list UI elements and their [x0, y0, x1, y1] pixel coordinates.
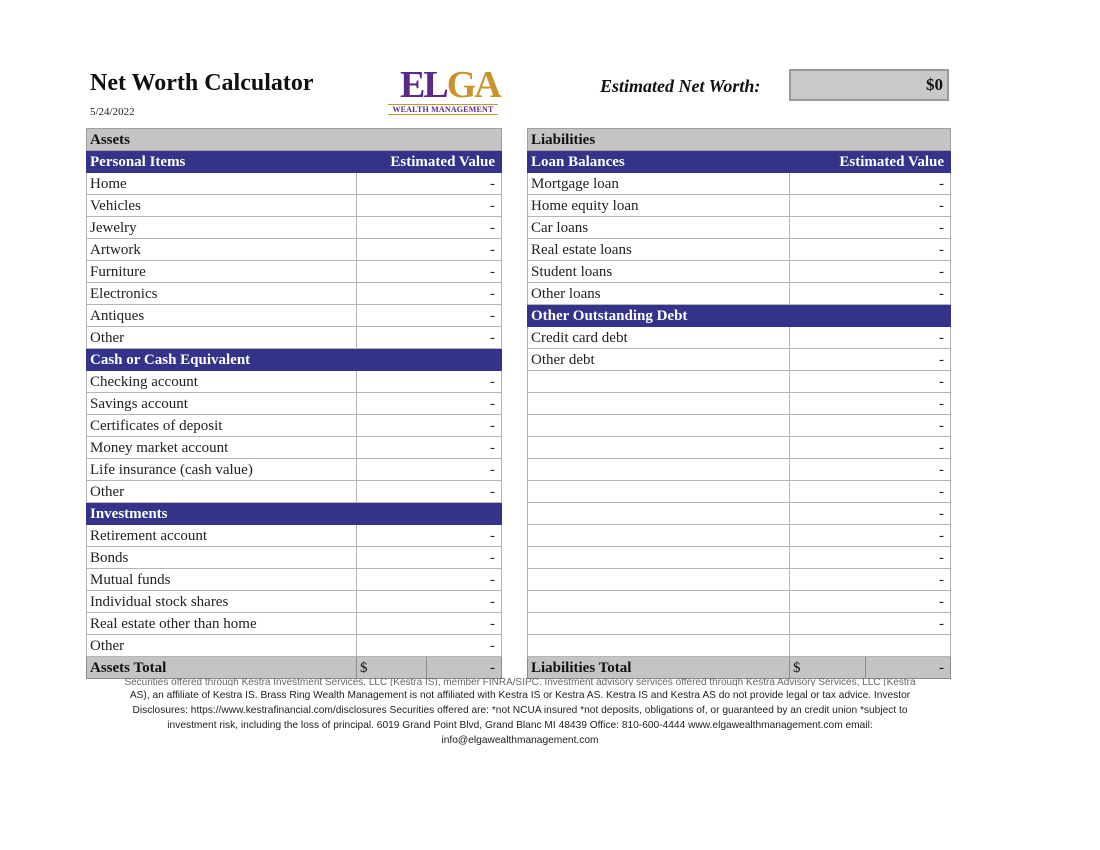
liabilities-row — [528, 217, 951, 239]
report-date: 5/24/2022 — [90, 106, 135, 118]
row-label — [528, 459, 790, 481]
row-value-input[interactable]: - — [790, 195, 951, 217]
row-value-input[interactable]: - — [790, 437, 951, 459]
row-value-input[interactable]: - — [357, 635, 502, 657]
row-label: Jewelry — [87, 217, 357, 239]
row-value-input[interactable]: - — [790, 481, 951, 503]
row-value-input[interactable] — [790, 635, 951, 657]
row-value-input[interactable]: - — [790, 393, 951, 415]
section-title: Other Outstanding Debt — [528, 305, 951, 327]
assets-row — [87, 635, 502, 657]
row-label: Home — [87, 173, 357, 195]
row-label: Other debt — [528, 349, 790, 371]
row-value-input[interactable]: - — [790, 547, 951, 569]
row-label: Other loans — [528, 283, 790, 305]
value-column-header: Estimated Value — [790, 151, 951, 173]
row-label: Other — [87, 327, 357, 349]
assets-section-header — [87, 349, 502, 371]
row-value-input[interactable]: - — [790, 217, 951, 239]
liabilities-header-row — [528, 129, 951, 151]
row-value-input[interactable]: - — [357, 195, 502, 217]
disclaimer-line: AS), an affiliate of Kestra IS. Brass Ring Wealth Management is not affiliated with Kestra IS or Kestra AS. Kestra IS and Kestra AS do not provide legal or tax advice. Investor — [129, 690, 911, 701]
row-label: Furniture — [87, 261, 357, 283]
total-label: Liabilities Total — [528, 657, 790, 679]
row-label: Retirement account — [87, 525, 357, 547]
net-worth-value: $0 — [789, 69, 949, 101]
row-label: Individual stock shares — [87, 591, 357, 613]
disclaimer-line: info@elgawealthmanagement.com — [441, 735, 599, 746]
liabilities-row — [528, 327, 951, 349]
assets-row — [87, 239, 502, 261]
row-value-input[interactable]: - — [357, 327, 502, 349]
liabilities-row — [528, 261, 951, 283]
liabilities-row — [528, 239, 951, 261]
assets-row — [87, 173, 502, 195]
row-value-input[interactable]: - — [357, 393, 502, 415]
row-label: Antiques — [87, 305, 357, 327]
row-label: Money market account — [87, 437, 357, 459]
row-label: Student loans — [528, 261, 790, 283]
assets-row — [87, 195, 502, 217]
liabilities-row — [528, 635, 951, 657]
liabilities-row — [528, 547, 951, 569]
row-label — [528, 415, 790, 437]
row-label: Bonds — [87, 547, 357, 569]
row-value-input[interactable]: - — [357, 591, 502, 613]
liabilities-section-header — [528, 305, 951, 327]
logo-tagline: WEALTH MANAGEMENT — [388, 104, 498, 115]
assets-row — [87, 547, 502, 569]
liabilities-row — [528, 503, 951, 525]
liabilities-row — [528, 349, 951, 371]
row-label — [528, 393, 790, 415]
row-label: Mortgage loan — [528, 173, 790, 195]
liabilities-row — [528, 525, 951, 547]
row-label: Real estate loans — [528, 239, 790, 261]
row-label: Artwork — [87, 239, 357, 261]
row-value-input[interactable]: - — [357, 459, 502, 481]
row-label — [528, 525, 790, 547]
liabilities-row — [528, 613, 951, 635]
total-currency: $ — [357, 657, 427, 679]
net-worth-label: Estimated Net Worth: — [600, 76, 761, 96]
row-label: Savings account — [87, 393, 357, 415]
liabilities-row — [528, 591, 951, 613]
row-label — [528, 371, 790, 393]
row-value-input[interactable]: - — [357, 283, 502, 305]
total-currency: $ — [790, 657, 866, 679]
row-value-input[interactable]: - — [790, 327, 951, 349]
liabilities-row — [528, 569, 951, 591]
row-label: Mutual funds — [87, 569, 357, 591]
row-value-input[interactable]: - — [790, 173, 951, 195]
page-title: Net Worth Calculator — [90, 70, 314, 96]
logo-mark: ELGA — [400, 64, 500, 106]
assets-table — [86, 128, 502, 679]
total-value: - — [866, 657, 951, 679]
assets-section-header — [87, 151, 502, 173]
assets-section-header — [87, 503, 502, 525]
row-value-input[interactable]: - — [357, 371, 502, 393]
liabilities-table — [527, 128, 951, 679]
section-title: Cash or Cash Equivalent — [87, 349, 502, 371]
disclaimer — [90, 678, 950, 748]
row-label — [528, 481, 790, 503]
row-label — [528, 437, 790, 459]
assets-row — [87, 217, 502, 239]
row-value-input[interactable]: - — [357, 613, 502, 635]
row-value-input[interactable]: - — [790, 239, 951, 261]
total-value: - — [427, 657, 502, 679]
assets-row — [87, 569, 502, 591]
row-label: Real estate other than home — [87, 613, 357, 635]
row-value-input[interactable]: - — [790, 261, 951, 283]
liabilities-total-row — [528, 657, 951, 679]
assets-header: Assets — [87, 129, 502, 151]
row-value-input[interactable]: - — [357, 173, 502, 195]
disclaimer-line: Disclosures: https://www.kestrafinancial.com/disclosures Securities offered are: *not NCUA insured *not deposits, obligations of, or guaranteed by an credit union *subject to — [132, 705, 908, 716]
row-value-input[interactable]: - — [357, 261, 502, 283]
assets-header-row — [87, 129, 502, 151]
assets-total-row — [87, 657, 502, 679]
assets-row — [87, 459, 502, 481]
row-label: Electronics — [87, 283, 357, 305]
row-label: Certificates of deposit — [87, 415, 357, 437]
assets-row — [87, 613, 502, 635]
assets-row — [87, 283, 502, 305]
row-value-input[interactable]: - — [790, 415, 951, 437]
section-title: Investments — [87, 503, 502, 525]
assets-row — [87, 481, 502, 503]
assets-row — [87, 371, 502, 393]
row-value-input[interactable]: - — [357, 525, 502, 547]
row-label: Home equity loan — [528, 195, 790, 217]
row-value-input[interactable]: - — [790, 349, 951, 371]
section-title: Loan Balances — [528, 151, 790, 173]
row-label: Other — [87, 635, 357, 657]
row-value-input[interactable]: - — [790, 569, 951, 591]
row-label: Vehicles — [87, 195, 357, 217]
company-logo — [388, 64, 500, 116]
disclaimer-cut-line: Securities offered through Kestra Investment Services, LLC (Kestra IS), member FINRA/SIPC. Investment advisory services offered through Kestra Advisory Services, LLC (Kestra — [124, 678, 916, 686]
row-label — [528, 613, 790, 635]
row-label — [528, 635, 790, 657]
row-value-input[interactable]: - — [357, 239, 502, 261]
row-value-input[interactable]: - — [357, 415, 502, 437]
row-label: Credit card debt — [528, 327, 790, 349]
total-label: Assets Total — [87, 657, 357, 679]
liabilities-row — [528, 393, 951, 415]
row-label: Checking account — [87, 371, 357, 393]
assets-row — [87, 437, 502, 459]
row-value-input[interactable]: - — [357, 547, 502, 569]
liabilities-row — [528, 437, 951, 459]
row-label: Life insurance (cash value) — [87, 459, 357, 481]
row-value-input[interactable]: - — [790, 371, 951, 393]
row-value-input[interactable]: - — [357, 305, 502, 327]
liabilities-row — [528, 371, 951, 393]
liabilities-section-header — [528, 151, 951, 173]
assets-row — [87, 393, 502, 415]
disclaimer-line: investment risk, including the loss of principal. 6019 Grand Point Blvd, Grand Blanc MI 48439 Office: 810-600-4444 www.elgawealthmanagement.com email: — [167, 720, 873, 731]
assets-row — [87, 327, 502, 349]
value-column-header: Estimated Value — [357, 151, 502, 173]
row-value-input[interactable]: - — [357, 217, 502, 239]
row-value-input[interactable]: - — [357, 437, 502, 459]
liabilities-row — [528, 283, 951, 305]
section-title: Personal Items — [87, 151, 357, 173]
row-value-input[interactable]: - — [357, 569, 502, 591]
liabilities-row — [528, 415, 951, 437]
liabilities-row — [528, 195, 951, 217]
row-label — [528, 591, 790, 613]
row-value-input[interactable]: - — [790, 503, 951, 525]
row-value-input[interactable]: - — [790, 613, 951, 635]
assets-row — [87, 305, 502, 327]
assets-row — [87, 525, 502, 547]
liabilities-row — [528, 481, 951, 503]
row-value-input[interactable]: - — [357, 481, 502, 503]
row-label — [528, 503, 790, 525]
assets-row — [87, 261, 502, 283]
liabilities-row — [528, 459, 951, 481]
row-label: Car loans — [528, 217, 790, 239]
row-label — [528, 547, 790, 569]
row-label: Other — [87, 481, 357, 503]
liabilities-header: Liabilities — [528, 129, 951, 151]
assets-row — [87, 591, 502, 613]
liabilities-row — [528, 173, 951, 195]
row-value-input[interactable]: - — [790, 525, 951, 547]
row-label — [528, 569, 790, 591]
row-value-input[interactable]: - — [790, 283, 951, 305]
row-value-input[interactable]: - — [790, 591, 951, 613]
row-value-input[interactable]: - — [790, 459, 951, 481]
assets-row — [87, 415, 502, 437]
